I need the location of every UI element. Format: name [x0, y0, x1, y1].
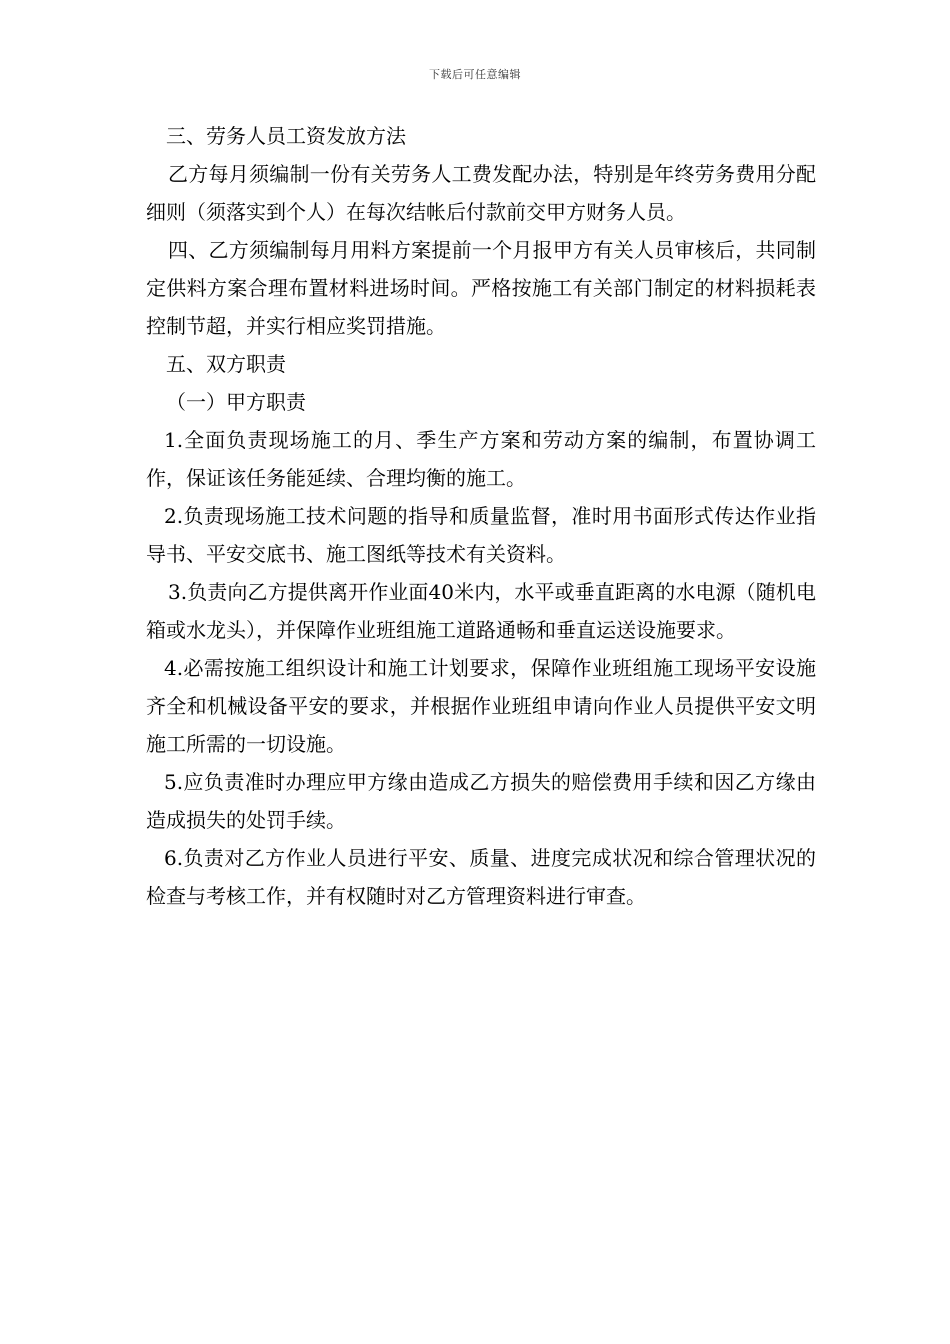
list-item-3: 3.负责向乙方提供离开作业面40米内，水平或垂直距离的水电源（随机电箱或水龙头），并保障作业班组施工道路通畅和垂直运送设施要求。	[146, 580, 816, 642]
section-heading-responsibilities: 五、双方职责	[166, 352, 286, 376]
list-item-6: 6.负责对乙方作业人员进行平安、质量、进度完成状况和综合管理状况的检查与考核工作，并有权随时对乙方管理资料进行审查。	[146, 846, 816, 908]
paragraph-labor-allocation: 乙方每月须编制一份有关劳务人工费发配办法，特别是年终劳务费用分配细则（须落实到个人）在每次结帐后付款前交甲方财务人员。	[146, 162, 816, 224]
section-heading-labor-wages: 三、劳务人员工资发放方法	[166, 124, 406, 148]
subsection-heading-party-a: （一）甲方职责	[166, 390, 306, 414]
list-item-2: 2.负责现场施工技术问题的指导和质量监督，准时用书面形式传达作业指导书、平安交底书、施工图纸等技术有关资料。	[146, 504, 816, 566]
list-item-4: 4.必需按施工组织设计和施工计划要求，保障作业班组施工现场平安设施齐全和机械设备平安的要求，并根据作业班组申请向作业人员提供平安文明施工所需的一切设施。	[146, 656, 816, 756]
section-heading-material-plan: 四、乙方须编制每月用料方案提前一个月报甲方有关人员审核后，共同制定供料方案合理布置材料进场时间。严格按施工有关部门制定的材料损耗表控制节超，并实行相应奖罚措施。	[146, 238, 816, 338]
list-item-5: 5.应负责准时办理应甲方缘由造成乙方损失的赔偿费用手续和因乙方缘由造成损失的处罚手续。	[146, 770, 816, 832]
document-body	[146, 117, 816, 915]
list-item-1: 1.全面负责现场施工的月、季生产方案和劳动方案的编制，布置协调工作，保证该任务能延续、合理均衡的施工。	[146, 428, 816, 490]
page-header: 下载后可任意编辑	[429, 68, 521, 81]
